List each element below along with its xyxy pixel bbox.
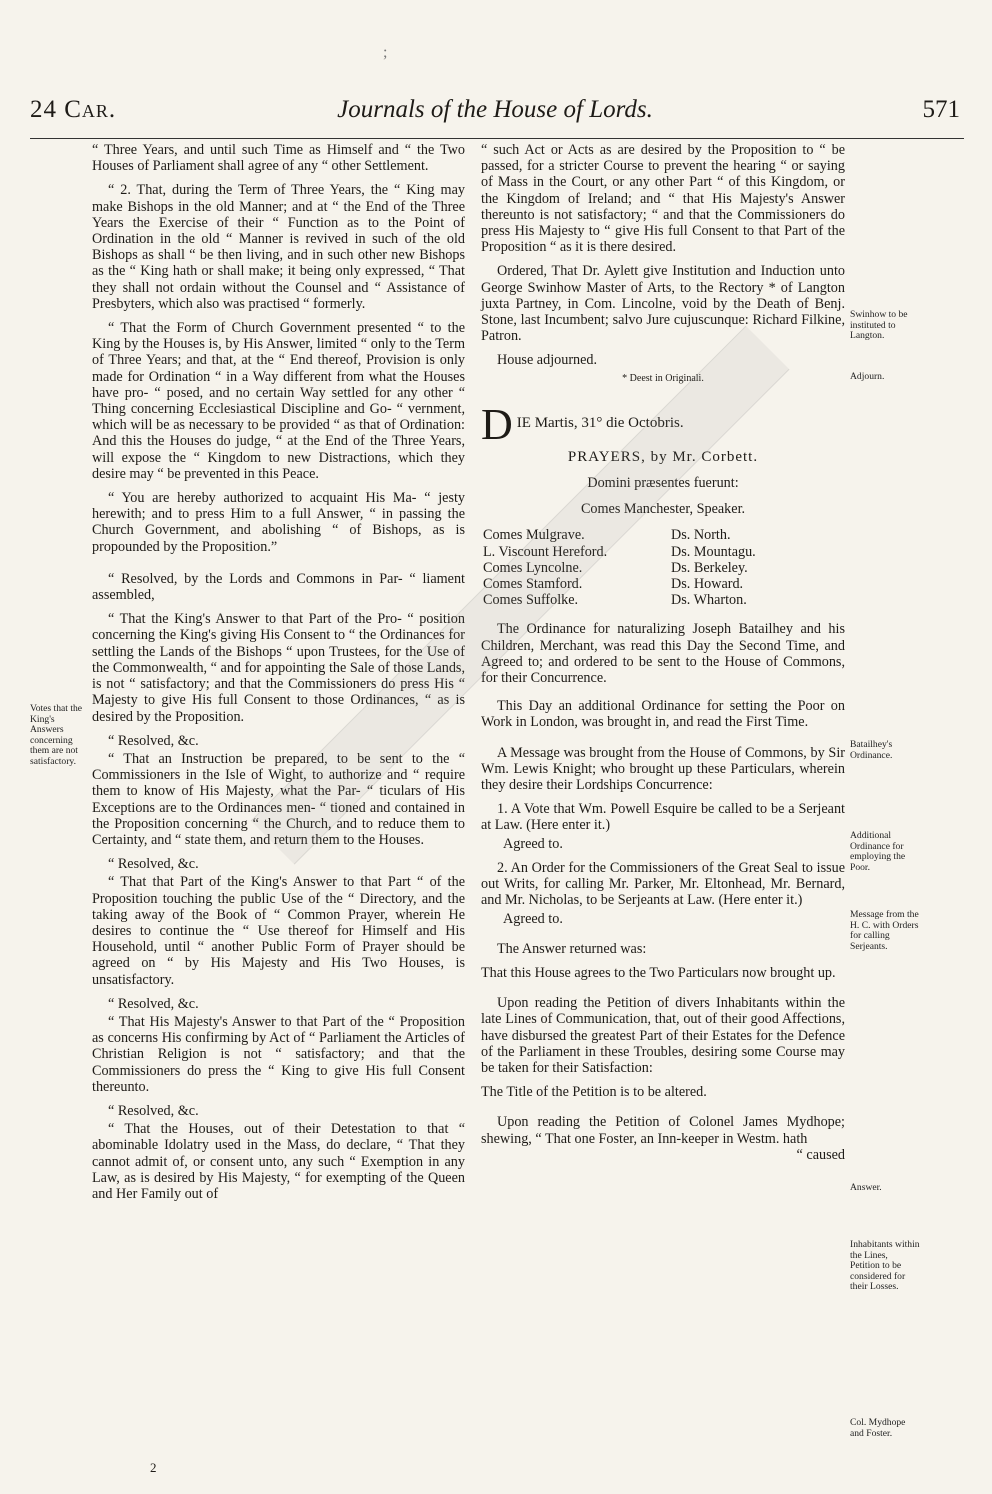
paragraph: The Title of the Petition is to be altered. <box>481 1084 707 1101</box>
paragraph: “ such Act or Acts as are desired by the Proposition to “ be passed, for a stricter Course to prevent the hearing “ or saying of Mass in the Court, or any other Part “ of this Kingdom, or the Kingdom of Ireland; and “ that His Majesty's Answer thereunto is not satisfactory; “ and that the Commissioners do press His Majesty to “ give His full Consent to that Part of the Proposition “ as it is there desired. <box>481 142 845 256</box>
margin-note-message: Message from the H. C. with Orders for calling Serjeants. <box>850 909 919 952</box>
margin-note-votes: Votes that the King's Answers concerning them are not satisfactory. <box>30 703 83 767</box>
page-number: 571 <box>922 96 960 123</box>
paragraph: A Message was brought from the House of Commons, by Sir Wm. Lewis Knight; who brought up these Particulars, wherein they desire their Lordships Concurrence: <box>481 744 845 794</box>
resolved-heading: “ Resolved, &c. <box>108 732 199 749</box>
paragraph: 2. An Order for the Commissioners of the Great Seal to issue out Writs, for calling Mr. Parker, Mr. Eltonhead, Mr. Bernard, and Mr. Nicholas, to be Serjeants at Law. (Here enter it.) <box>481 859 845 909</box>
margin-note-batailhey: Batailhey's Ordinance. <box>850 739 893 761</box>
lord-name: Comes Stamford. <box>483 576 583 593</box>
paragraph: “ That an Instruction be prepared, to be sent to the “ Commissioners in the Isle of Wight, to authorize and “ require them to know of His Majesty, what the Par- “ ticulars of His Exceptions are to the Ordinances men- “ tioned and contained in the Proposition concerning “ the Church, and to reduce them to Certainty, and “ state them, and return them to the Houses. <box>92 750 465 848</box>
resolved-heading: “ Resolved, &c. <box>108 856 199 873</box>
journal-title: Journals of the House of Lords. <box>337 96 653 123</box>
paragraph: 1. A Vote that Wm. Powell Esquire be called to be a Serjeant at Law. (Here enter it.) <box>481 801 845 834</box>
catchword: “ caused <box>796 1146 845 1163</box>
lord-name: L. Viscount Hereford. <box>483 543 608 560</box>
paragraph: “ Three Years, and until such Time as Himself and “ the Two Houses of Parliament shall agree of any “ other Settlement. <box>92 142 465 175</box>
drop-cap: D <box>481 399 513 449</box>
right-column <box>481 142 845 1163</box>
paragraph: “ That the Form of Church Government presented “ to the King by the Houses is, by His Answer, limited “ only to the Term of Three Years; and that, at the “ End thereof, Provision is only made for Ordination “ in a Way different from what the Houses have pro- “ posed, and no certain Way settled for any other “ Thing concerning Ecclesiastical Discipline and Go- “ vernment, which will be as necessary to be provided “ as that of Ordination: And this the Houses do judge, “ at the End of the Three Years, will expose the “ Kingdom to new Distractions, which they desire may “ be prevented in this Peace. <box>92 320 465 482</box>
speaker-line: Comes Manchester, Speaker. <box>580 501 746 518</box>
order-paragraph: Ordered, That Dr. Aylett give Institution and Induction unto George Swinhow Master of Arts, to the Rectory * of Langton juxta Partney, in Com. Lincolne, void by the Death of Benj. Stone, last Incumbent; salvo Jure cujuscunque: Richard Filkine, Patron. <box>481 263 845 345</box>
margin-note-answer: Answer. <box>850 1182 882 1193</box>
lord-name: Comes Mulgrave. <box>483 527 585 544</box>
margin-note-additional: Additional Ordinance for employing the Poor. <box>850 830 906 873</box>
margin-note-mydhope: Col. Mydhope and Foster. <box>850 1417 906 1439</box>
lord-name: Comes Lyncolne. <box>483 559 583 576</box>
running-head <box>30 96 960 136</box>
margin-note-swinhow: Swinhow to be instituted to Langton. <box>850 309 908 341</box>
lord-name: Ds. Howard. <box>671 576 744 593</box>
resolved-heading: “ Resolved, &c. <box>108 995 199 1012</box>
agreed-line: Agreed to. <box>503 835 563 852</box>
paragraph: That this House agrees to the Two Particulars now brought up. <box>481 964 836 981</box>
adjourned-line: House adjourned. <box>497 352 598 369</box>
paragraph: “ That His Majesty's Answer to that Part of the “ Proposition as concerns His confirming by Act of “ Parliament the Articles of Christian Religion is not “ satisfactory; and that the Commissioners do press the “ King to give His full Consent thereunto. <box>92 1013 465 1095</box>
header-rule <box>30 138 964 139</box>
paragraph: “ Resolved, by the Lords and Commons in Par- “ liament assembled, <box>92 570 465 604</box>
paragraph: Upon reading the Petition of divers Inhabitants within the late Lines of Communication, that, out of their good Affections, have disbursed the greatest Part of their Estates for the Defence of the Parliament in these Troubles, desiring some Course may be taken for their Satisfaction: <box>481 995 845 1076</box>
resolved-heading: “ Resolved, &c. <box>108 1102 199 1119</box>
paragraph: “ That the Houses, out of their Detestation to that “ abominable Idolatry used in the Mass, do declare, “ That they cannot admit of, or consent unto, any such “ Exemption in any Law, as is desired by His Majesty, “ for exempting of the Queen and Her Family out of <box>92 1121 465 1202</box>
prayers-line: PRAYERS, by Mr. Corbett. <box>567 448 759 465</box>
paragraph: This Day an additional Ordinance for setting the Poor on Work in London, was brought in, and read the First Time. <box>481 698 845 731</box>
left-column <box>92 142 465 1210</box>
paragraph: “ 2. That, during the Term of Three Years, the “ King may make Bishops in the old Manner; and at “ the End of the Three Years the Exercise of their “ Function as to the Point of Ordination in the old “ Manner is revived in such of the old Bishops as shall “ be then living, and in such other new Bishops as the “ King hath or shall make; it being only expressed, “ That they shall not ordain without the Counsel and “ Assistance of Presbyters, which also was practised “ formerly. <box>92 182 465 312</box>
paragraph: “ That that Part of the King's Answer to that Part “ of the Proposition touching the public Use of the “ Directory, and the taking away of the Book of “ Common Prayer, wherein He desires to continue the “ Use thereof for Himself and His Household, until “ another Public Form of Prayer should be agreed on “ by His Majesty and His Two Houses, is unsatisfactory. <box>92 874 465 988</box>
date-line: IE Martis, 31° die Octobris. <box>516 414 684 431</box>
paragraph: “ That the King's Answer to that Part of the Pro- “ position concerning the King's giving His Consent to “ the Ordinances for settling the Lands of the Bishops “ upon Trustees, for the Use of the Commonwealth, “ and for appointing the Sale of those Lands, is not “ satisfactory; and that the Commissioners do press His “ Majesty to give His full Consent to those Ordinances, “ as is desired by the Proposition. <box>92 611 465 725</box>
margin-note-adjourn: Adjourn. <box>850 371 885 382</box>
lord-name: Comes Suffolke. <box>483 592 579 609</box>
signature-mark: 2 <box>150 1460 157 1475</box>
top-mark: ; <box>383 44 388 61</box>
lord-name: Ds. Berkeley. <box>671 559 748 576</box>
paragraph: The Ordinance for naturalizing Joseph Batailhey and his Children, Merchant, was read this Day the Second Time, and Agreed to; and ordered to be sent to the House of Commons, for their Concurrence. <box>481 621 845 687</box>
paragraph: Upon reading the Petition of Colonel James Mydhope; shewing, “ That one Foster, an Inn-keeper in Westm. hath <box>481 1114 845 1147</box>
names-right <box>671 527 756 608</box>
paragraph: The Answer returned was: <box>497 940 647 957</box>
footnote: * Deest in Originali. <box>622 372 704 384</box>
lords-present-list <box>481 527 845 609</box>
lord-name: Ds. North. <box>671 527 731 544</box>
agreed-line: Agreed to. <box>503 910 563 927</box>
regnal-year: 24 Car. <box>30 96 117 123</box>
date-heading <box>481 399 845 449</box>
lord-name: Ds. Wharton. <box>671 592 747 609</box>
names-left <box>483 527 607 608</box>
paragraph: “ You are hereby authorized to acquaint His Ma- “ jesty herewith; and to press Him to a full Answer, “ in passing the Church Government, and abolishing “ of Bishops, as is propounded by the Proposition.” <box>92 490 465 555</box>
domini-line: Domini præsentes fuerunt: <box>587 475 739 492</box>
lord-name: Ds. Mountagu. <box>671 543 756 560</box>
margin-note-inhabitants: Inhabitants within the Lines, Petition to be considered for their Losses. <box>850 1239 920 1292</box>
